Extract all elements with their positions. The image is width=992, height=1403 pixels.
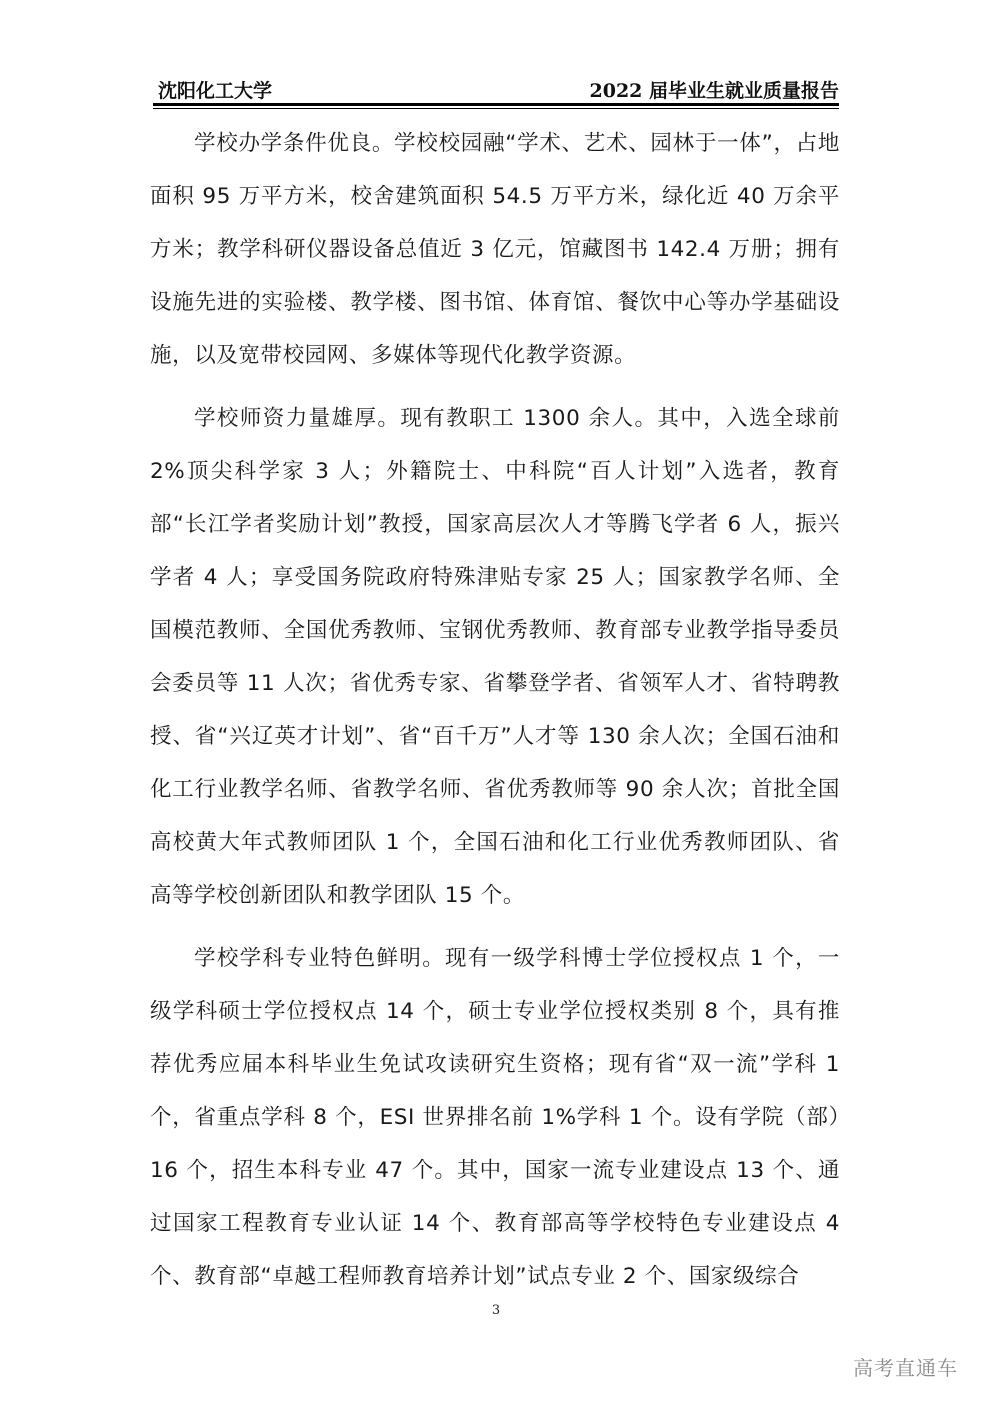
page-number: 3 bbox=[491, 1303, 501, 1318]
watermark-text: 高考直通车 bbox=[853, 1356, 958, 1380]
paragraph-campus-conditions: 学校办学条件优良。学校校园融“学术、艺术、园林于一体”，占地面积 95 万平方米，校舍建筑面积 54.5 万平方米，绿化近 40 万余平方米；教学科研仪器设备总值近 3 亿元，馆藏图书 142.4 万册；拥有设施先进的实验楼、教学楼、图书馆、体育馆、餐饮中心等办学基础设施，以及宽带校园网、多媒体等现代化教学资源。 bbox=[150, 131, 840, 368]
document-body bbox=[150, 117, 840, 1313]
header-university-name: 沈阳化工大学 bbox=[158, 80, 273, 102]
header-report-title: 2022 届毕业生就业质量报告 bbox=[589, 80, 839, 102]
header-divider-thin bbox=[153, 108, 839, 109]
paragraph-faculty-strength: 学校师资力量雄厚。现有教职工 1300 余人。其中，入选全球前 2%顶尖科学家 3 人；外籍院士、中科院“百人计划”入选者，教育部“长江学者奖励计划”教授，国家高层次人才等腾飞学者 6 人，振兴学者 4 人；享受国务院政府特殊津贴专家 25 人；国家教学名师、全国模范教师、全国优秀教师、宝钢优秀教师、教育部专业教学指导委员会委员等 11 人次；省优秀专家、省攀登学者、省领军人才、省特聘教授、省“兴辽英才计划”、省“百千万”人才等 130 余人次；全国石油和化工行业教学名师、省教学名师、省优秀教师等 90 余人次；首批全国高校黄大年式教师团队 1 个，全国石油和化工行业优秀教师团队、省高等学校创新团队和教学团队 15 个。 bbox=[150, 406, 840, 908]
page-header bbox=[153, 72, 839, 102]
header-divider-thick bbox=[153, 103, 839, 106]
paragraph-disciplines: 学校学科专业特色鲜明。现有一级学科博士学位授权点 1 个，一级学科硕士学位授权点 14 个，硕士专业学位授权类别 8 个，具有推荐优秀应届本科毕业生免试攻读研究生资格；现有省“双一流”学科 1 个，省重点学科 8 个，ESI 世界排名前 1%学科 1 个。设有学院（部）16 个，招生本科专业 47 个。其中，国家一流专业建设点 13 个、通过国家工程教育专业认证 14 个、教育部高等学校特色专业建设点 4 个、教育部“卓越工程师教育培养计划”试点专业 2 个、国家级综合 bbox=[150, 946, 840, 1289]
